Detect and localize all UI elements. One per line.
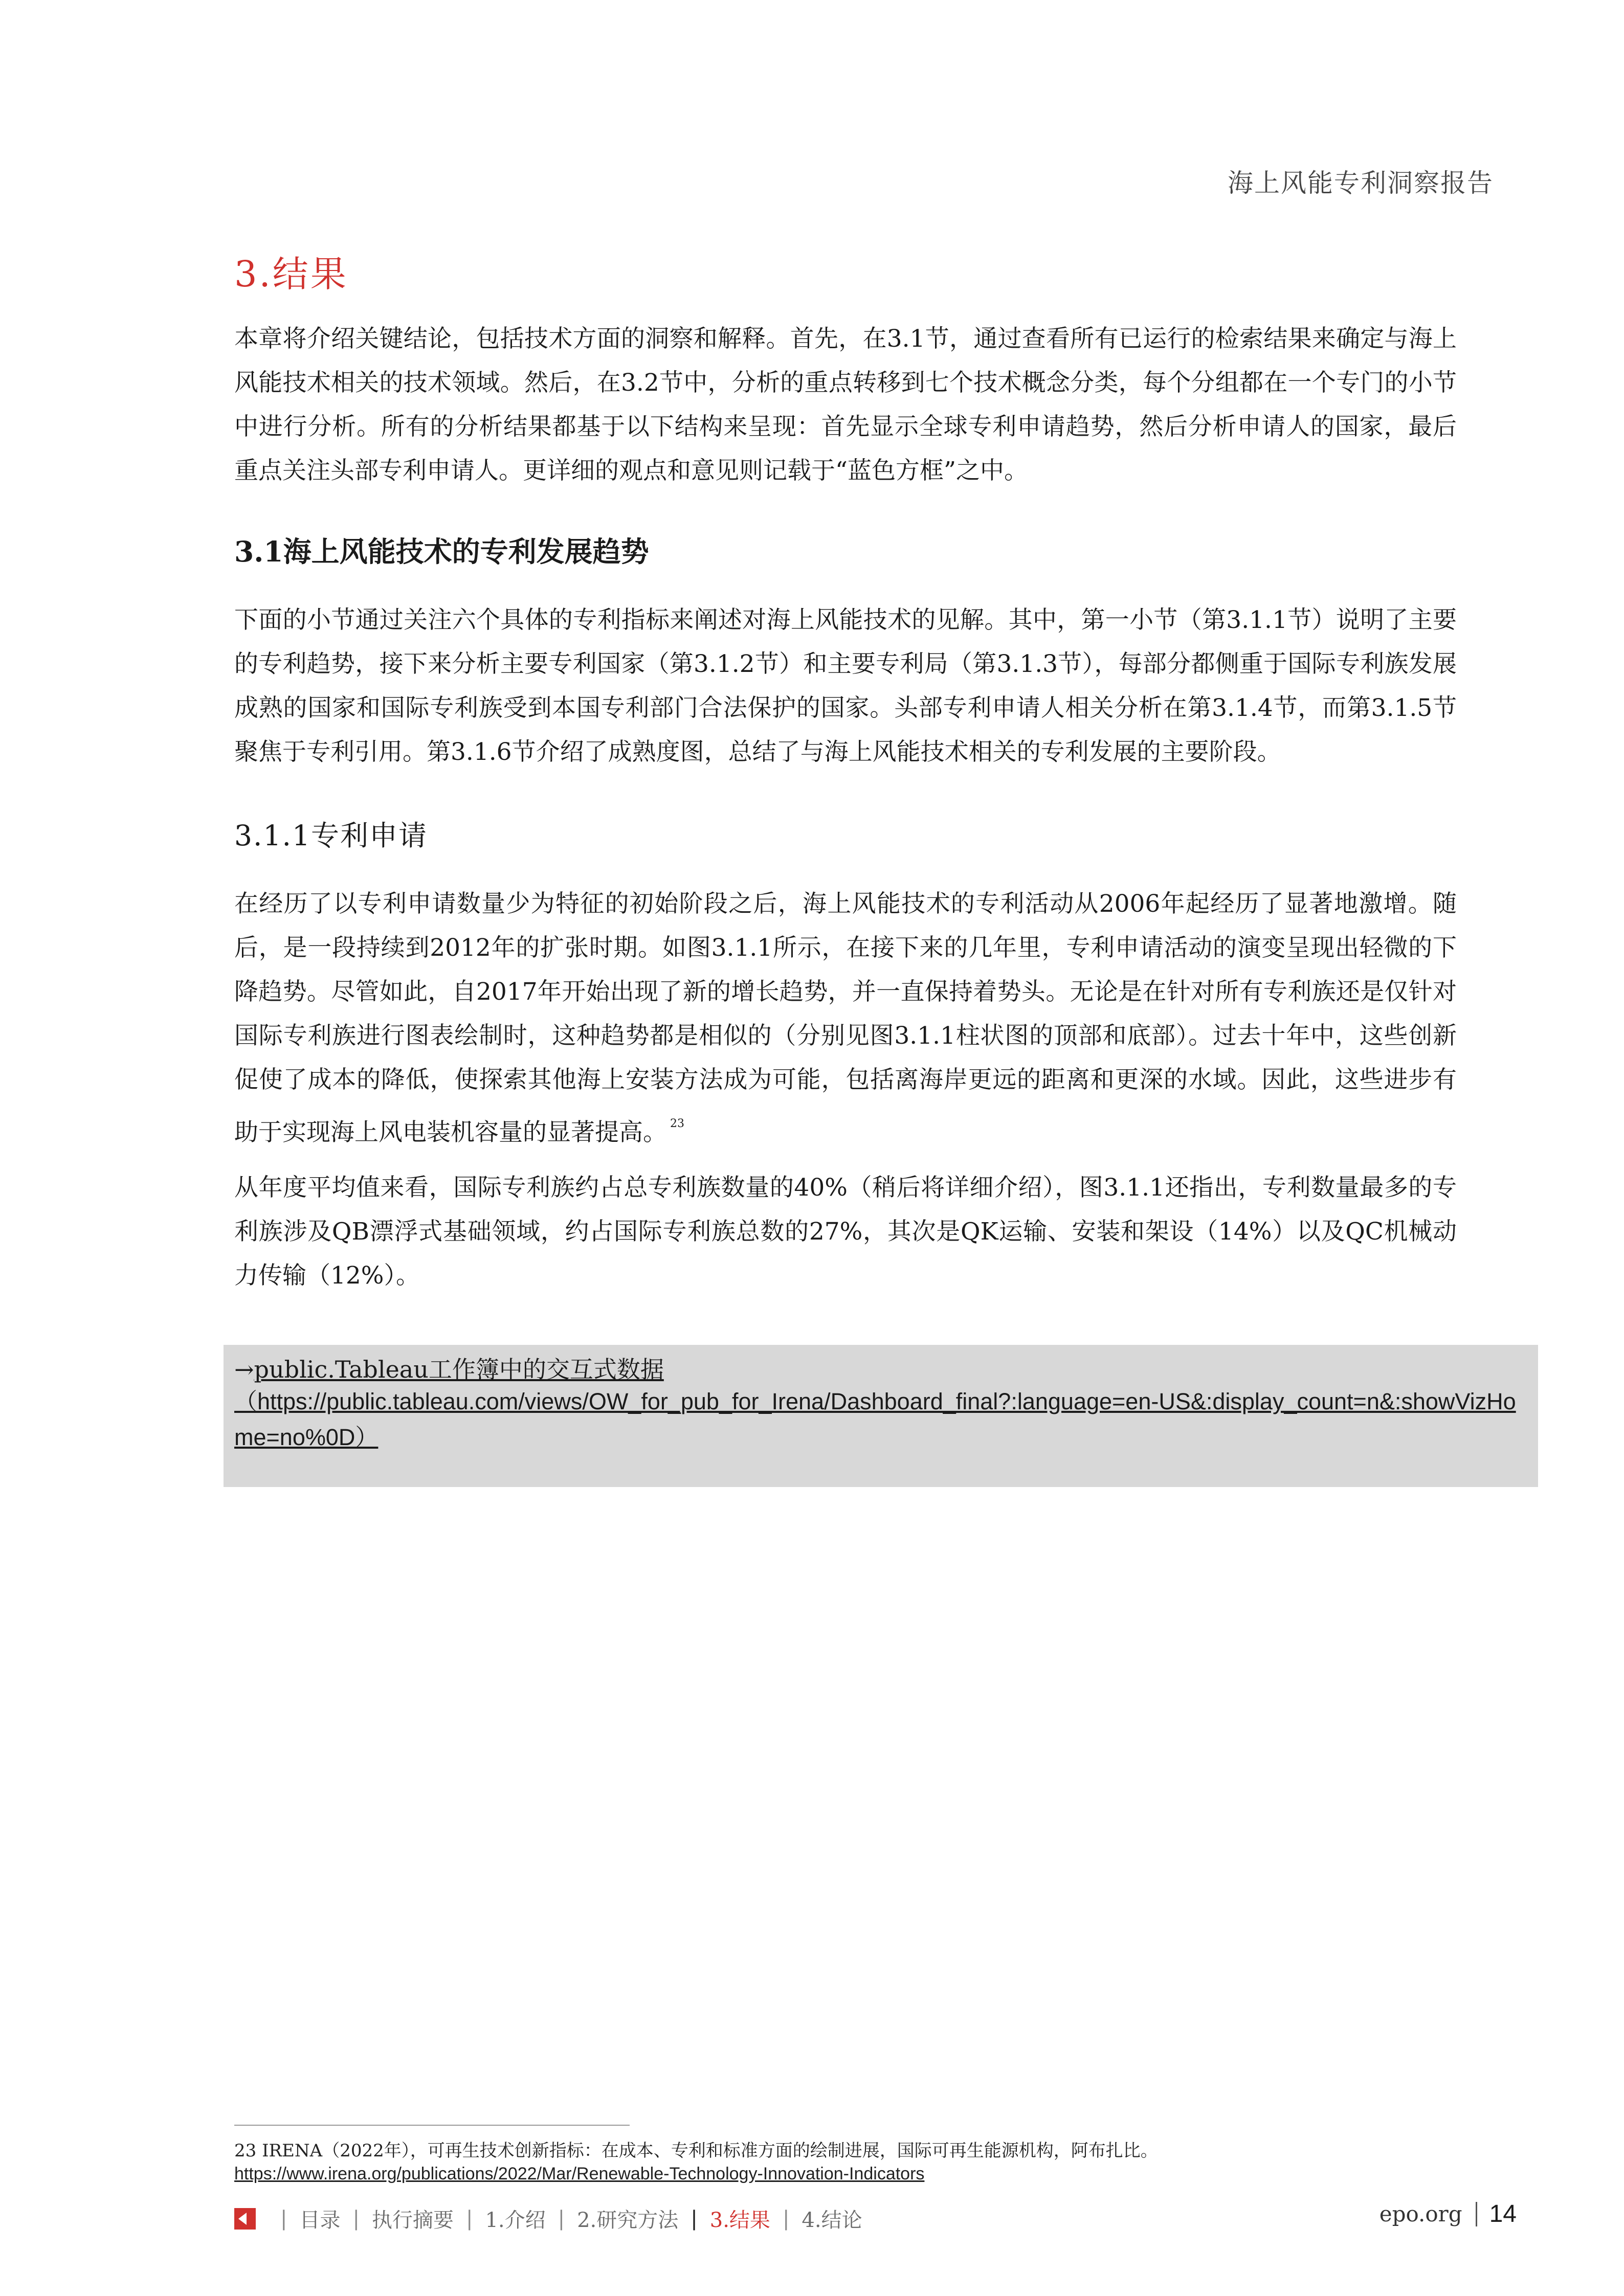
tableau-link-label[interactable]: public.Tableau工作簿中的交互式数据 [254,1356,664,1383]
nav-separator: | [691,2207,698,2231]
nav-separator: | [465,2207,473,2231]
nav-separator: | [352,2207,360,2231]
nav-methodology[interactable]: 2.研究方法 [577,2209,679,2232]
nav-separator: | [558,2207,565,2231]
footnote-url-link[interactable]: https://www.irena.org/publications/2022/Mar/Renewable-Technology-Innovation-Indicators [234,2164,925,2184]
page-number: 14 [1489,2200,1517,2227]
running-header: 海上风能专利洞察报告 [1228,168,1494,198]
subsection-title: 3.1海上风能技术的专利发展趋势 [234,535,649,568]
footnote-divider [234,2125,630,2126]
nav-introduction[interactable]: 1.介绍 [485,2209,546,2232]
footer-divider [1476,2202,1477,2226]
subsubsection-title: 3.1.1专利申请 [234,819,428,852]
paragraph-text: 在经历了以专利申请数量少为特征的初始阶段之后，海上风能技术的专利活动从2006年起经历了显著地激增。随后，是一段持续到2012年的扩张时期。如图3.1.1所示，在接下来的几年里，专利申请活动的演变呈现出轻微的下降趋势。尽管如此，自2017年开始出现了新的增长趋势，并一直保持着势头。无论是在针对所有专利族还是仅针对国际专利族进行图表绘制时，这种趋势都是相似的（分别见图3.1.1柱状图的顶部和底部）。过去十年中，这些创新促使了成本的降低，使探索其他海上安装方法成为可能，包括离海岸更远的距离和更深的水域。因此，这些进步有助于实现海上风电装机容量的显著提高。 [234,890,1457,1146]
footnote-ref[interactable]: 23 [670,1117,684,1130]
nav-separator: | [782,2207,790,2231]
footnote-text: 23 IRENA（2022年），可再生技术创新指标：在成本、专利和标准方面的绘制进展，国际可再生能源机构，阿布扎比。 [234,2141,1158,2161]
tableau-url-link[interactable]: （https://public.tableau.com/views/OW_for_pub_for_Irena/Dashboard_final?:language=en-US&:display_count=n&:showVizHome=no%0D） [234,1388,1516,1450]
footer-nav [234,2204,862,2233]
nav-contents[interactable]: 目录 [299,2209,341,2232]
nav-results[interactable]: 3.结果 [709,2209,770,2232]
site-link[interactable]: epo.org [1379,2201,1462,2226]
back-flag-icon[interactable] [234,2208,256,2230]
paragraph-international-families: 从年度平均值来看，国际专利族约占总专利族数量的40%（稍后将详细介绍），图3.1.1还指出，专利数量最多的专利族涉及QB漂浮式基础领域，约占国际专利族总数的27%，其次是QK运输、安装和架设（14%）以及QC机械动力传输（12%）。 [234,1174,1457,1290]
subsection-body: 下面的小节通过关注六个具体的专利指标来阐述对海上风能技术的见解。其中，第一小节（第3.1.1节）说明了主要的专利趋势，接下来分析主要专利国家（第3.1.2节）和主要专利局（第3.1.3节），每部分都侧重于国际专利族发展成熟的国家和国际专利族受到本国专利部门合法保护的国家。头部专利申请人相关分析在第3.1.4节，而第3.1.5节聚焦于专利引用。第3.1.6节介绍了成熟度图，总结了与海上风能技术相关的专利发展的主要阶段。 [234,606,1457,766]
section-intro: 本章将介绍关键结论，包括技术方面的洞察和解释。首先，在3.1节，通过查看所有已运行的检索结果来确定与海上风能技术相关的技术领域。然后，在3.2节中，分析的重点转移到七个技术概念分类，每个分组都在一个专门的小节中进行分析。所有的分析结果都基于以下结构来呈现：首先显示全球专利申请趋势，然后分析申请人的国家，最后重点关注头部专利申请人。更详细的观点和意见则记载于“蓝色方框”之中。 [234,325,1457,485]
nav-conclusion[interactable]: 4.结论 [802,2209,862,2232]
nav-separator: | [280,2207,287,2231]
arrow-icon: → [234,1356,254,1383]
footer-right [1380,2200,1517,2228]
section-title: 3.结果 [234,253,348,295]
tableau-link[interactable] [234,1351,664,1385]
paragraph-patent-filings [234,882,1457,1155]
nav-executive-summary[interactable]: 执行摘要 [371,2209,454,2232]
